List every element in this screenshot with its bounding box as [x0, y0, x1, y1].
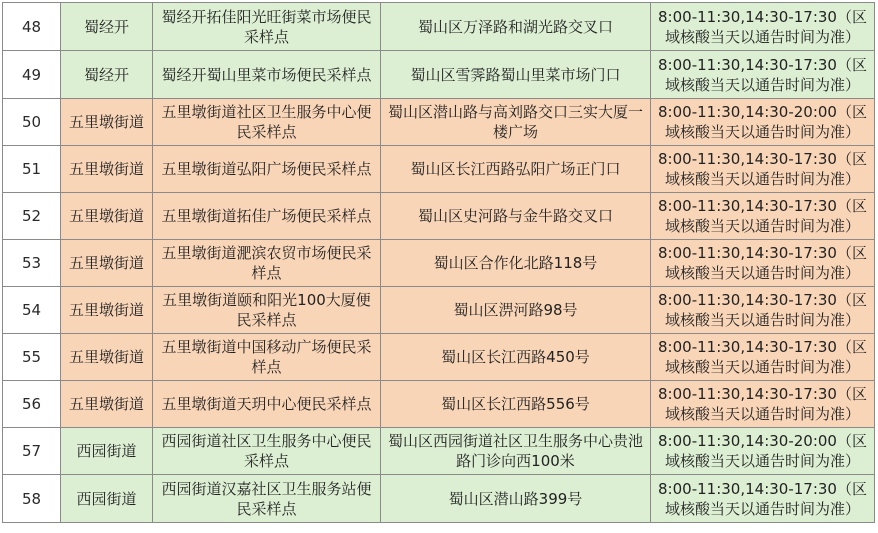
sampling-sites-table — [2, 2, 875, 523]
site-name-cell: 西园街道社区卫生服务中心便民采样点 — [153, 428, 381, 475]
table-row — [3, 193, 875, 240]
address-cell: 蜀山区史河路与金牛路交叉口 — [381, 193, 651, 240]
district-cell: 西园街道 — [61, 428, 153, 475]
row-number: 49 — [3, 51, 61, 99]
table-body — [3, 3, 875, 523]
address-cell: 蜀山区潜山路399号 — [381, 475, 651, 523]
table-row — [3, 3, 875, 51]
row-number: 50 — [3, 99, 61, 146]
row-number: 54 — [3, 287, 61, 334]
district-cell: 五里墩街道 — [61, 99, 153, 146]
site-name-cell: 蜀经开蜀山里菜市场便民采样点 — [153, 51, 381, 99]
site-name-cell: 蜀经开拓佳阳光旺街菜市场便民采样点 — [153, 3, 381, 51]
site-name-cell: 五里墩街道弘阳广场便民采样点 — [153, 146, 381, 193]
district-cell: 蜀经开 — [61, 51, 153, 99]
district-cell: 五里墩街道 — [61, 146, 153, 193]
hours-cell: 8:00-11:30,14:30-20:00（区域核酸当天以通告时间为准） — [651, 99, 875, 146]
hours-cell: 8:00-11:30,14:30-17:30（区域核酸当天以通告时间为准） — [651, 193, 875, 240]
hours-cell: 8:00-11:30,14:30-17:30（区域核酸当天以通告时间为准） — [651, 240, 875, 287]
district-cell: 西园街道 — [61, 475, 153, 523]
row-number: 56 — [3, 381, 61, 428]
address-cell: 蜀山区雪霁路蜀山里菜市场门口 — [381, 51, 651, 99]
table-row — [3, 287, 875, 334]
row-number: 55 — [3, 334, 61, 381]
table-row — [3, 334, 875, 381]
hours-cell: 8:00-11:30,14:30-17:30（区域核酸当天以通告时间为准） — [651, 3, 875, 51]
hours-cell: 8:00-11:30,14:30-17:30（区域核酸当天以通告时间为准） — [651, 287, 875, 334]
site-name-cell: 五里墩街道颐和阳光100大厦便民采样点 — [153, 287, 381, 334]
table-row — [3, 51, 875, 99]
table-row — [3, 99, 875, 146]
hours-cell: 8:00-11:30,14:30-17:30（区域核酸当天以通告时间为准） — [651, 475, 875, 523]
hours-cell: 8:00-11:30,14:30-17:30（区域核酸当天以通告时间为准） — [651, 51, 875, 99]
row-number: 48 — [3, 3, 61, 51]
district-cell: 五里墩街道 — [61, 381, 153, 428]
site-name-cell: 五里墩街道天玥中心便民采样点 — [153, 381, 381, 428]
row-number: 52 — [3, 193, 61, 240]
district-cell: 五里墩街道 — [61, 287, 153, 334]
row-number: 58 — [3, 475, 61, 523]
hours-cell: 8:00-11:30,14:30-17:30（区域核酸当天以通告时间为准） — [651, 381, 875, 428]
address-cell: 蜀山区长江西路弘阳广场正门口 — [381, 146, 651, 193]
site-name-cell: 西园街道汉嘉社区卫生服务站便民采样点 — [153, 475, 381, 523]
table-row — [3, 240, 875, 287]
table-row — [3, 381, 875, 428]
district-cell: 蜀经开 — [61, 3, 153, 51]
site-name-cell: 五里墩街道社区卫生服务中心便民采样点 — [153, 99, 381, 146]
district-cell: 五里墩街道 — [61, 240, 153, 287]
address-cell: 蜀山区淠河路98号 — [381, 287, 651, 334]
address-cell: 蜀山区长江西路556号 — [381, 381, 651, 428]
hours-cell: 8:00-11:30,14:30-20:00（区域核酸当天以通告时间为准） — [651, 428, 875, 475]
district-cell: 五里墩街道 — [61, 334, 153, 381]
table-row — [3, 146, 875, 193]
row-number: 51 — [3, 146, 61, 193]
address-cell: 蜀山区长江西路450号 — [381, 334, 651, 381]
site-name-cell: 五里墩街道淝滨农贸市场便民采样点 — [153, 240, 381, 287]
table-row — [3, 475, 875, 523]
hours-cell: 8:00-11:30,14:30-17:30（区域核酸当天以通告时间为准） — [651, 146, 875, 193]
row-number: 57 — [3, 428, 61, 475]
address-cell: 蜀山区西园街道社区卫生服务中心贵池路门诊向西100米 — [381, 428, 651, 475]
district-cell: 五里墩街道 — [61, 193, 153, 240]
address-cell: 蜀山区合作化北路118号 — [381, 240, 651, 287]
hours-cell: 8:00-11:30,14:30-17:30（区域核酸当天以通告时间为准） — [651, 334, 875, 381]
site-name-cell: 五里墩街道中国移动广场便民采样点 — [153, 334, 381, 381]
address-cell: 蜀山区潜山路与高刘路交口三实大厦一楼广场 — [381, 99, 651, 146]
row-number: 53 — [3, 240, 61, 287]
address-cell: 蜀山区万泽路和湖光路交叉口 — [381, 3, 651, 51]
site-name-cell: 五里墩街道拓佳广场便民采样点 — [153, 193, 381, 240]
table-row — [3, 428, 875, 475]
